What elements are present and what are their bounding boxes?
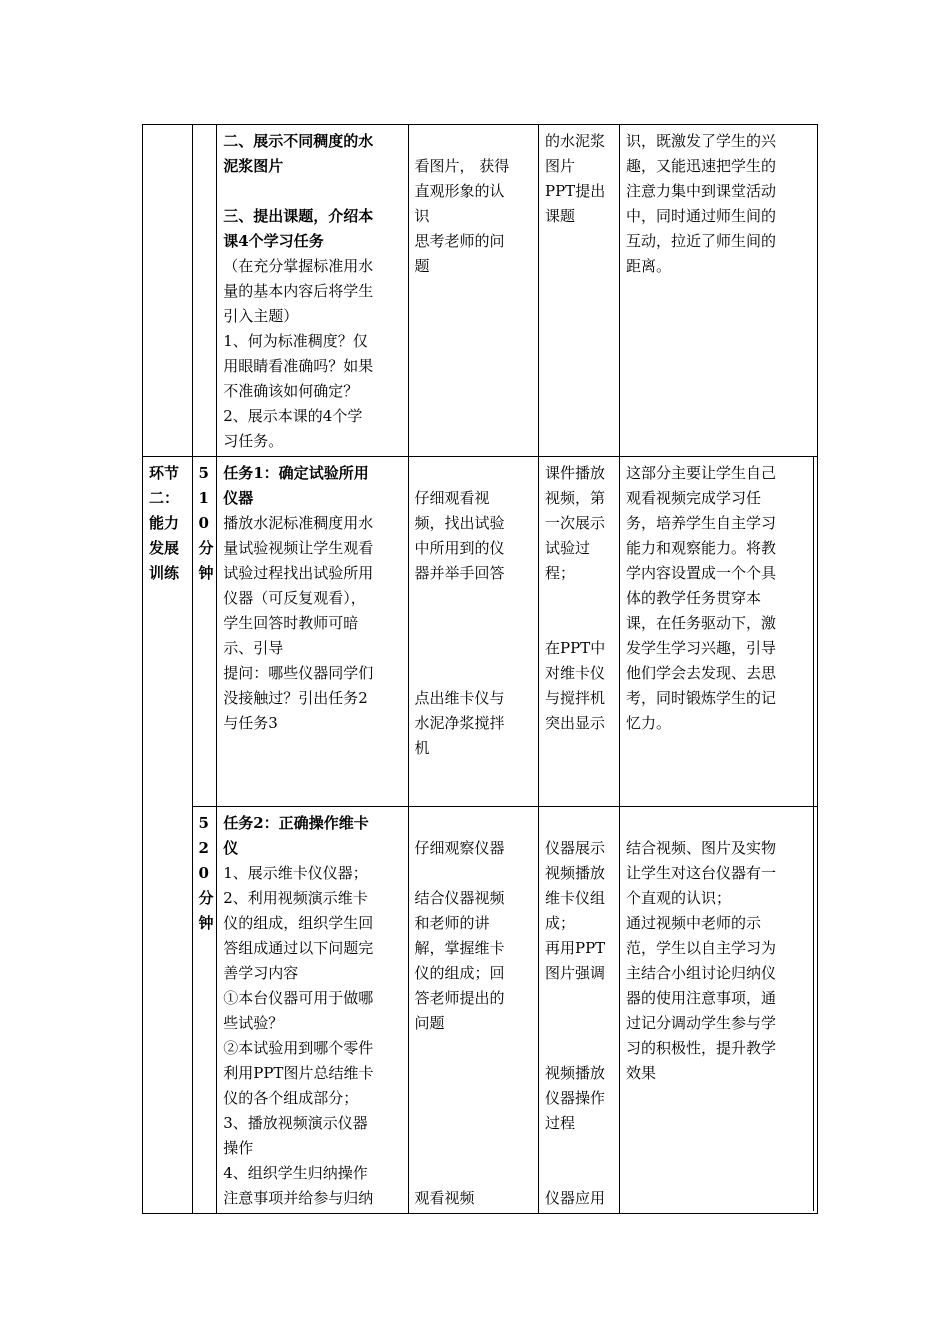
- text-line: 能力: [149, 514, 180, 532]
- time-cell: [192, 457, 217, 807]
- text-line: [415, 861, 533, 886]
- text-line: [415, 611, 533, 636]
- text-line: 让学生对这台仪器有一: [626, 864, 777, 882]
- text-line: [545, 986, 613, 1011]
- section-cell: [143, 125, 193, 457]
- text-line: [545, 1036, 613, 1061]
- text-line: 仪的各个组成部分；: [223, 1089, 359, 1107]
- time-cell: [192, 125, 217, 457]
- text-line: 注意事项并给参与归纳: [223, 1189, 374, 1207]
- text-line: ②本试验用到哪个零件: [223, 1039, 374, 1057]
- text-line: 1、展示维卡仪仪器；: [223, 864, 368, 882]
- text-line: 仔细观察仪器: [414, 839, 505, 857]
- text-line: 习的积极性，提升教学: [626, 1039, 777, 1057]
- text-line: 仪的组成；回: [414, 964, 505, 982]
- lesson-plan-table: [142, 124, 818, 1214]
- text-line: 课，在任务驱动下，激: [626, 614, 777, 632]
- text-line: 忆力。: [626, 714, 672, 732]
- text-line: 任务1：确定试验所用: [223, 464, 369, 482]
- teacher-activity-cell: [217, 807, 408, 1214]
- text-line: 突出显示: [545, 714, 606, 732]
- text-line: [545, 1136, 613, 1161]
- text-line: 示、引导: [223, 639, 284, 657]
- text-line: 3、播放视频演示仪器: [223, 1114, 368, 1132]
- text-line: 一次展示: [545, 514, 606, 532]
- text-line: 体的教学任务贯穿本: [626, 589, 762, 607]
- text-line: 器并举手回答: [414, 564, 505, 582]
- text-line: 发展: [149, 539, 180, 557]
- text-line: 与搅拌机: [545, 689, 606, 707]
- text-line: 仔细观看视: [414, 489, 490, 507]
- text-line: 中，同时通过师生间的: [626, 207, 777, 225]
- text-line: [415, 1136, 533, 1161]
- table-row: [143, 457, 818, 807]
- section-label: [143, 457, 193, 1214]
- text-line: 结合视频、图片及实物: [626, 839, 777, 857]
- text-line: 解，掌握维卡: [414, 939, 505, 957]
- text-line: 52: [198, 814, 209, 857]
- text-line: 主结合小组讨论归纳仪: [626, 964, 777, 982]
- text-line: 成；: [545, 914, 576, 932]
- text-line: 他们学会去发现、去思: [626, 664, 777, 682]
- text-line: [415, 1061, 533, 1086]
- text-line: 距离。: [626, 257, 672, 275]
- text-line: 图片强调: [545, 964, 606, 982]
- text-line: 范，学生以自主学习为: [626, 939, 777, 957]
- text-line: 在PPT中: [545, 639, 606, 657]
- text-line: 2、利用视频演示维卡: [223, 889, 368, 907]
- text-line: 务，培养学生自主学习: [626, 514, 777, 532]
- text-line: 发学生学习兴趣，引导: [626, 639, 777, 657]
- text-line: [415, 636, 533, 661]
- text-line: 水泥净浆搅拌: [414, 714, 505, 732]
- text-line: 结合仪器视频: [414, 889, 505, 907]
- text-line: 趣，又能迅速把学生的: [626, 157, 777, 175]
- text-line: 1、何为标准稠度？仅: [223, 332, 368, 350]
- text-line: [415, 461, 533, 486]
- text-line: 看图片， 获得: [414, 157, 510, 175]
- text-line: 答组成通过以下问题完: [223, 939, 374, 957]
- media-cell: [539, 457, 620, 807]
- text-line: 课题: [545, 207, 576, 225]
- text-line: 器的使用注意事项，通: [626, 989, 777, 1007]
- text-line: 钟: [198, 564, 214, 582]
- text-line: 三、提出课题，介绍本: [223, 207, 374, 225]
- text-line: 题: [414, 257, 430, 275]
- text-line: 分: [198, 889, 214, 907]
- text-line: [415, 129, 533, 154]
- text-line: 不准确该如何确定？: [223, 382, 359, 400]
- text-line: 视频，第: [545, 489, 606, 507]
- table-row: [143, 125, 818, 457]
- text-line: [415, 586, 533, 611]
- text-line: 机: [414, 739, 430, 757]
- design-intent-cell: [620, 807, 818, 1214]
- teacher-activity-cell: [217, 125, 408, 457]
- text-line: 直观形象的认: [414, 182, 505, 200]
- text-line: 思考老师的问: [414, 232, 505, 250]
- text-line: 善学习内容: [223, 964, 299, 982]
- text-line: [545, 1161, 613, 1186]
- text-line: 这部分主要让学生自己: [626, 464, 777, 482]
- text-line: 量试验视频让学生观看: [223, 539, 374, 557]
- text-line: [545, 811, 613, 836]
- text-line: 识: [414, 207, 430, 225]
- text-line: [415, 1111, 533, 1136]
- text-line: 互动，拉近了师生间的: [626, 232, 777, 250]
- text-line: 0: [198, 514, 209, 532]
- text-line: 学内容设置成一个个具: [626, 564, 777, 582]
- text-line: 仪器应用: [545, 1189, 606, 1207]
- text-line: 通过视频中老师的示: [626, 914, 762, 932]
- media-cell: [539, 125, 620, 457]
- text-line: 视频播放: [545, 864, 606, 882]
- text-line: 程；: [545, 564, 576, 582]
- text-line: [415, 811, 533, 836]
- text-line: 课件播放: [545, 464, 606, 482]
- text-line: 任务2：正确操作维卡: [223, 814, 369, 832]
- text-line: 考，同时锻炼学生的记: [626, 689, 777, 707]
- text-line: 能力和观察能力。将教: [626, 539, 777, 557]
- text-line: 利用PPT图片总结维卡: [223, 1064, 374, 1082]
- text-line: 点出维卡仪与: [414, 689, 505, 707]
- text-line: 效果: [626, 1064, 657, 1082]
- text-line: 试验过: [545, 539, 591, 557]
- text-line: 0: [198, 864, 209, 882]
- text-line: 钟: [198, 914, 214, 932]
- text-line: 4、组织学生归纳操作: [223, 1164, 368, 1182]
- table-row: [143, 807, 818, 1214]
- text-line: 泥浆图片: [223, 157, 284, 175]
- text-line: 量的基本内容后将学生: [223, 282, 374, 300]
- text-line: [223, 179, 401, 204]
- text-line: 再用PPT: [545, 939, 606, 957]
- text-line: [626, 811, 811, 836]
- student-activity-cell: [408, 457, 539, 807]
- text-line: 仪器（可反复观看），: [223, 589, 366, 607]
- text-line: 问题: [414, 1014, 445, 1032]
- text-line: 观看视频: [414, 1189, 475, 1207]
- text-line: 和老师的讲: [414, 914, 490, 932]
- text-line: 51: [198, 464, 209, 507]
- text-line: 过记分调动学生参与学: [626, 1014, 777, 1032]
- text-line: 二、展示不同稠度的水: [223, 132, 374, 150]
- text-line: 图片: [545, 157, 576, 175]
- text-line: 二：: [149, 489, 180, 507]
- text-line: ①本台仪器可用于做哪: [223, 989, 374, 1007]
- text-line: 视频播放: [545, 1064, 606, 1082]
- text-line: 没接触过？引出任务2: [223, 689, 368, 707]
- text-line: PPT提出: [545, 182, 606, 200]
- text-line: 中所用到的仪: [414, 539, 505, 557]
- text-line: 2、展示本课的4个学: [223, 407, 363, 425]
- text-line: 操作: [223, 1139, 254, 1157]
- text-line: 分: [198, 539, 214, 557]
- text-line: 注意力集中到课堂活动: [626, 182, 777, 200]
- text-line: 与任务3: [223, 714, 278, 732]
- text-line: 用眼睛看准确吗？如果: [223, 357, 374, 375]
- text-line: 引入主题）: [223, 307, 299, 325]
- text-line: 仪器: [223, 489, 254, 507]
- text-line: 仪: [223, 839, 239, 857]
- text-line: 些试验？: [223, 1014, 284, 1032]
- text-line: 环节: [149, 464, 180, 482]
- text-line: 过程: [545, 1114, 576, 1132]
- text-line: 试验过程找出试验所用: [223, 564, 374, 582]
- media-cell: [539, 807, 620, 1214]
- text-line: [545, 611, 613, 636]
- design-intent-cell: [620, 457, 818, 807]
- text-line: 观看视频完成学习任: [626, 489, 762, 507]
- text-line: 对维卡仪: [545, 664, 606, 682]
- text-line: 的水泥浆: [545, 132, 606, 150]
- text-line: 提问：哪些仪器同学们: [223, 664, 374, 682]
- text-line: 维卡仪组: [545, 889, 606, 907]
- text-line: [415, 661, 533, 686]
- text-line: [545, 1011, 613, 1036]
- text-line: 仪器操作: [545, 1089, 606, 1107]
- text-line: 个直观的认识；: [626, 889, 732, 907]
- student-activity-cell: [408, 125, 539, 457]
- design-intent-cell: [620, 125, 818, 457]
- student-activity-cell: [408, 807, 539, 1214]
- table-right-double-rule: [813, 456, 814, 1211]
- text-line: 训练: [149, 564, 180, 582]
- text-line: 习任务。: [223, 432, 284, 450]
- time-cell: [192, 807, 217, 1214]
- text-line: [415, 1086, 533, 1111]
- text-line: [415, 1036, 533, 1061]
- text-line: （在充分掌握标准用水: [223, 257, 374, 275]
- text-line: [415, 1161, 533, 1186]
- text-line: 答老师提出的: [414, 989, 505, 1007]
- text-line: 仪器展示: [545, 839, 606, 857]
- text-line: 仪的组成，组织学生回: [223, 914, 374, 932]
- text-line: 学生回答时教师可暗: [223, 614, 359, 632]
- text-line: 课4个学习任务: [223, 232, 324, 250]
- text-line: [545, 586, 613, 611]
- text-line: 播放水泥标准稠度用水: [223, 514, 374, 532]
- teacher-activity-cell: [217, 457, 408, 807]
- text-line: 识，既激发了学生的兴: [626, 132, 777, 150]
- text-line: 频，找出试验: [414, 514, 505, 532]
